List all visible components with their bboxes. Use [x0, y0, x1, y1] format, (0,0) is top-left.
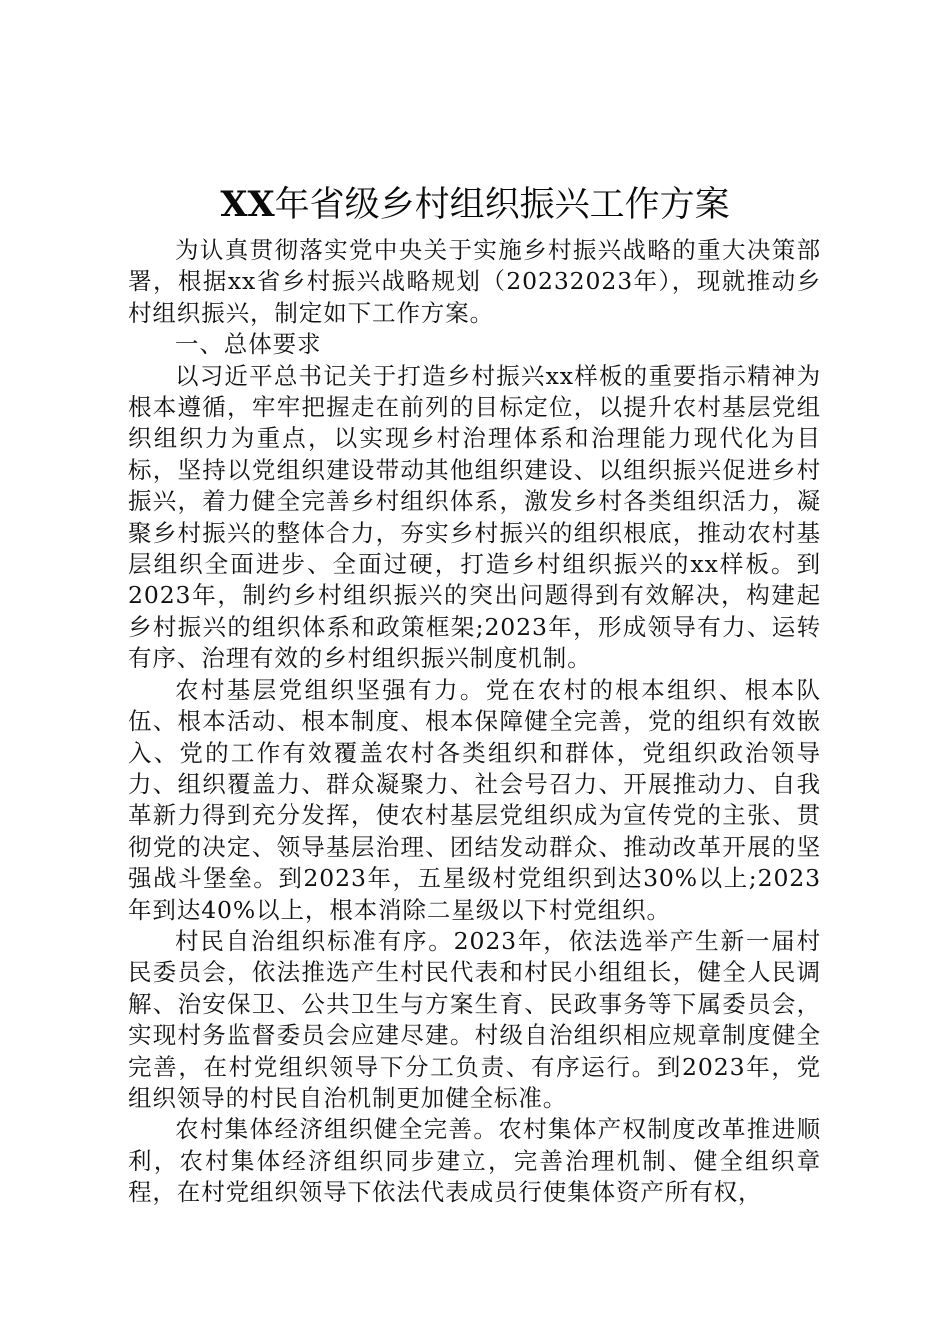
title-text: 年省级乡村组织振兴工作方案	[274, 185, 730, 225]
paragraph-party-organization: 农村基层党组织坚强有力。党在农村的根本组织、根本队伍、根本活动、根本制度、根本保障健全完善，党的组织有效嵌入、党的工作有效覆盖农村各类组织和群体，党组织政治领导力、组织覆盖力、群众凝聚力、社会号召力、开展推动力、自我革新力得到充分发挥，使农村基层党组织成为宣传党的主张、贯彻党的决定、领导基层治理、团结发动群众、推动改革开展的坚强战斗堡垒。到2023年，五星级村党组织到达30%以上;2023年到达40%以上，根本消除二星级以下村党组织。	[128, 675, 821, 924]
paragraph-villager-autonomy: 村民自治组织标准有序。2023年，依法选举产生新一届村民委员会，依法推选产生村民代表和村民小组组长，健全人民调解、治安保卫、公共卫生与方案生育、民政事务等下属委员会，实现村务监督委员会应建尽建。村级自治组织相应规章制度健全完善，在村党组织领导下分工负责、有序运行。到2023年，党组织领导的村民自治机制更加健全标准。	[128, 926, 821, 1112]
paragraph-guiding-principle: 以习近平总书记关于打造乡村振兴xx样板的重要指示精神为根本遵循，牢牢把握走在前列的目标定位，以提升农村基层党组织组织力为重点，以实现乡村治理体系和治理能力现代化为目标，坚持以党组织建设带动其他组织建设、以组织振兴促进乡村振兴，着力健全完善乡村组织体系，激发乡村各类组织活力，凝聚乡村振兴的整体合力，夯实乡村振兴的组织根底，推动农村基层组织全面进步、全面过硬，打造乡村组织振兴的xx样板。到2023年，制约乡村组织振兴的突出问题得到有效解决，构建起乡村振兴的组织体系和政策框架;2023年，形成领导有力、运转有序、治理有效的乡村组织振兴制度机制。	[128, 361, 821, 673]
paragraph-intro: 为认真贯彻落实党中央关于实施乡村振兴战略的重大决策部署，根据xx省乡村振兴战略规划（20232023年），现就推动乡村组织振兴，制定如下工作方案。	[128, 236, 821, 327]
section-heading-overall-requirements: 一、总体要求	[175, 330, 322, 359]
title-prefix: XX	[220, 184, 275, 225]
document-body	[128, 235, 821, 1209]
paragraph-collective-economy: 农村集体经济组织健全完善。农村集体产权制度改革推进顺利，农村集体经济组织同步建立，完善治理机制、健全组织章程，在村党组织领导下依法代表成员行使集体资产所有权，	[128, 1115, 821, 1207]
document-title	[0, 180, 950, 230]
